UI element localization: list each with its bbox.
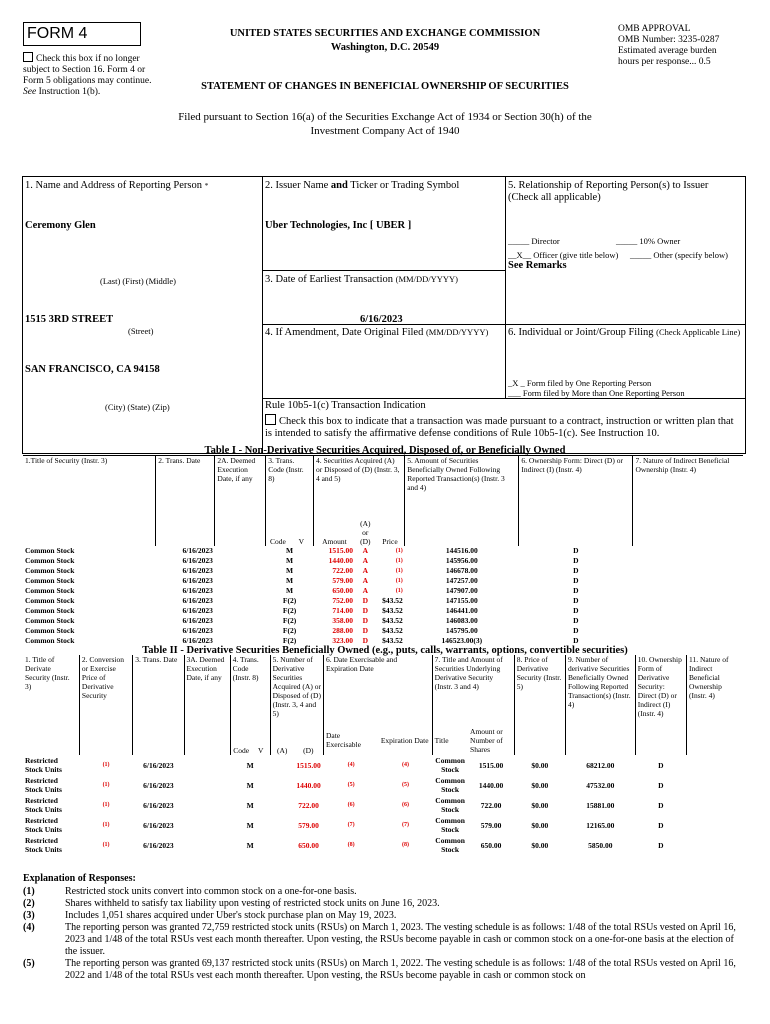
deemed-date [215,546,266,556]
trans-code: F(2) [282,595,297,605]
statement-title: STATEMENT OF CHANGES IN BENEFICIAL OWNERSHIP OF SECURITIES [201,81,569,92]
security-title: Common Stock [25,575,75,585]
ownership-form: D [573,565,579,575]
t2-sub-code: Code [230,725,252,755]
t1-h5: 5. Amount of Securities Beneficially Owned Following Reported Transaction(s) (Instr. 3 and 4) [405,456,519,516]
date-exercisable: (4) [347,761,355,768]
conversion-price: (1) [102,821,110,828]
deemed-date [215,626,266,636]
deemed-date [184,775,230,795]
trans-date: 6/16/2023 [182,625,213,635]
price: $43.52 [382,635,403,645]
omb-box [618,24,758,68]
checkbox-text: Check this box if no longer subject to Section 16. Form 4 or Form 5 obligations may continue. [23,54,152,86]
ownership-form: D [573,615,579,625]
explanation-text: Shares withheld to satisfy tax liability upon vesting of restricted stock units on June 16, 2023. [65,898,440,909]
explanation-text: The reporting person was granted 72,759 restricted stock units (RSUs) on March 1, 2023. The vesting schedule is as follows: 1/48 of the total RSUs vested on April 16, 2023 and 1/48 of the total RSUs vest each month thereafter. Upon vesting, the RSUs become payable in cash or common stock on a one-for-one basis at the election of the issuer. [65,922,736,957]
reporter-name: Ceremony Glen [25,220,96,231]
trans-code: F(2) [282,615,297,625]
t1-h3: 3. Trans. Code (Instr. 8) [266,456,314,516]
acq-disp: D [362,605,369,615]
trans-date: 6/16/2023 [182,635,213,645]
trans-code: M [246,760,254,770]
table2-title: Table II - Derivative Securities Beneficially Owned (e.g., puts, calls, warrants, options, convertible securities) [142,645,628,656]
trans-code: M [246,840,254,850]
derivative-title: Restricted Stock Units [25,776,62,794]
t2-h8: 8. Price of Derivative Security (Instr. 5) [514,655,565,725]
security-title: Common Stock [25,635,75,645]
deemed-date [215,586,266,596]
table1-row [23,566,743,576]
box1-label: 1. Name and Address of Reporting Person * [25,180,209,191]
nature [686,775,743,795]
omb-approval: OMB APPROVAL [618,24,691,34]
t2-h11: 11. Nature of Indirect Beneficial Ownership (Instr. 4) [686,655,743,725]
t2-sub-exp: Expiration Date [380,735,429,745]
table1-row [23,616,743,626]
amount: 650.00 [332,585,353,595]
expiration-date: (5) [401,781,409,788]
trans-date: 6/16/2023 [143,780,174,790]
expiration-date: (4) [401,761,409,768]
deemed-date [215,596,266,606]
filed-pursuant-line2: Investment Company Act of 1940 [310,125,460,137]
rule-checkbox-block[interactable] [265,414,741,440]
acq-disp: A [362,545,369,555]
amount: 752.00 [332,595,353,605]
date-exercisable: (5) [347,781,355,788]
underlying-title: Common Stock [435,776,465,794]
trans-date: 6/16/2023 [143,820,174,830]
nature [633,546,743,556]
acq-disp: D [362,625,369,635]
disposed: 650.00 [298,840,319,850]
underlying-title: Common Stock [435,816,465,834]
explanation-item [23,898,743,910]
derivative-price: $0.00 [531,840,549,850]
derivative-price: $0.00 [531,760,549,770]
filed-pursuant-line1: Filed pursuant to Section 16(a) of the Securities Exchange Act of 1934 or Section 30(h) of the [178,111,592,123]
ownership-form: D [573,555,579,565]
derivative-title: Restricted Stock Units [25,816,62,834]
checkbox-icon[interactable] [23,52,33,62]
deemed-date [215,556,266,566]
security-title: Common Stock [25,625,75,635]
t2-h9: 9. Number of derivative Securities Beneficially Owned Following Reported Transaction(s) (Instr. 4) [565,655,635,725]
table1-row [23,626,743,636]
price: (1) [395,547,403,554]
acquired [270,835,294,855]
deemed-date [215,616,266,626]
omb-number: OMB Number: 3235-0287 [618,35,720,45]
owned-following: 47532.00 [586,780,615,790]
rule-text: Check this box to indicate that a transaction was made pursuant to a contract, instruction or written plan that is intended to satisfy the affirmative defense conditions of Rule 10b5-1(c). See Instruction 10. [265,416,734,439]
table2 [23,655,743,855]
nature [633,626,743,636]
ownership-form: D [573,585,579,595]
ten-pct-option: _____ 10% Owner [616,236,681,246]
form-title: FORM 4 [23,22,141,46]
explanation-text: Restricted stock units convert into common stock on a one-for-one basis. [65,886,357,897]
owned-following: 15881.00 [586,800,615,810]
conversion-price: (1) [102,761,110,768]
acq-disp: A [362,575,369,585]
t1-sub-v: V [298,536,304,546]
amount: 579.00 [332,575,353,585]
ownership-form: D [658,760,664,770]
trans-code: M [286,555,294,565]
agency-city: Washington, D.C. 20549 [330,42,440,53]
ownership-form: D [573,595,579,605]
underlying-shares: 1515.00 [478,760,504,770]
box6-label: 6. Individual or Joint/Group Filing (Check Applicable Line) [508,327,741,338]
owned-following: 147155.00 [445,595,478,605]
nature [686,835,743,855]
t1-h4: 4. Securities Acquired (A) or Disposed of (D) (Instr. 3, 4 and 5) [313,456,404,516]
t1-h6: 6. Ownership Form: Direct (D) or Indirect (I) (Instr. 4) [519,456,633,516]
acq-disp: A [362,565,369,575]
owned-following: 144516.00 [445,545,478,555]
table1-title: Table I - Non-Derivative Securities Acquired, Disposed of, or Beneficially Owned [204,445,566,456]
trans-date: 6/16/2023 [143,760,174,770]
trans-date: 6/16/2023 [182,595,213,605]
trans-date: 6/16/2023 [182,575,213,585]
amount: 722.00 [332,565,353,575]
price: $43.52 [382,615,403,625]
price: $43.52 [382,605,403,615]
city-label: (City) (State) (Zip) [105,402,170,412]
t2-h10: 10. Ownership Form of Derivative Security: Direct (D) or Indirect (I) (Instr. 4) [635,655,686,725]
disposed: 1440.00 [296,780,321,790]
rule-checkbox-icon[interactable] [265,414,276,425]
t1-sub-code: Code [266,516,290,546]
ownership-form: D [658,820,664,830]
acq-disp: A [362,585,369,595]
owned-following: 68212.00 [586,760,615,770]
t2-h6: 6. Date Exercisable and Expiration Date [323,655,432,725]
security-title: Common Stock [25,605,75,615]
trans-code: M [246,780,254,790]
trans-date: 6/16/2023 [182,605,213,615]
more-person-option: ___ Form filed by More than One Reporting Person [508,388,685,398]
disposed: 722.00 [298,800,319,810]
box5-label: 5. Relationship of Reporting Person(s) to Issuer (Check all applicable) [508,180,709,203]
trans-code: F(2) [282,605,297,615]
nature [633,586,743,596]
table2-row [23,835,743,855]
owned-following: 147907.00 [445,585,478,595]
see-remarks: See Remarks [508,260,567,271]
nature [633,556,743,566]
security-title: Common Stock [25,615,75,625]
earliest-date: 6/16/2023 [360,314,403,325]
owned-following: 146441.00 [445,605,478,615]
acq-disp: D [362,595,369,605]
nature [633,596,743,606]
t2-h1: 1. Title of Derivate Security (Instr. 3) [25,655,70,691]
ownership-form: D [573,605,579,615]
ownership-form: D [658,800,664,810]
officer-option: __X__ Officer (give title below) [508,250,619,260]
deemed-date [215,636,266,646]
deemed-date [184,835,230,855]
underlying-shares: 650.00 [480,840,502,850]
deemed-date [215,566,266,576]
trans-date: 6/16/2023 [143,840,174,850]
director-option: _____ Director [508,236,560,246]
t2-h7: 7. Title and Amount of Securities Underlying Derivative Security (Instr. 3 and 4) [432,655,514,725]
nature [686,815,743,835]
explanation-item [23,922,743,958]
explanation-text: The reporting person was granted 69,137 restricted stock units (RSUs) on March 1, 2022. The vesting schedule is as follows: 1/48 of the total RSUs vested on April 16, 2022 and 1/48 of the total RSUs vest each month thereafter. Upon vesting, the RSUs become payable in cash or common stock on [65,958,736,981]
deemed-date [215,576,266,586]
security-title: Common Stock [25,545,75,555]
trans-code: F(2) [282,625,297,635]
table1-row [23,606,743,616]
derivative-title: Restricted Stock Units [25,796,62,814]
ownership-form: D [573,625,579,635]
acquired [270,795,294,815]
acquired [270,755,294,775]
omb-burden: Estimated average burden [618,46,717,56]
owned-following: 146678.00 [445,565,478,575]
amount: 714.00 [332,605,353,615]
price: (1) [395,567,403,574]
acquired [270,775,294,795]
underlying-title: Common Stock [435,796,465,814]
expiration-date: (8) [401,841,409,848]
rule-label: Rule 10b5-1(c) Transaction Indication [265,400,426,411]
derivative-title: Restricted Stock Units [25,756,62,774]
t2-sub-v: V [257,746,264,755]
t2-h3a: 3A. Deemed Execution Date, if any [184,655,230,725]
acquired [270,815,294,835]
trans-code: M [246,820,254,830]
trans-code: M [246,800,254,810]
derivative-title: Restricted Stock Units [25,836,62,854]
nature [633,616,743,626]
conversion-price: (1) [102,781,110,788]
underlying-title: Common Stock [435,836,465,854]
owned-following: 147257.00 [445,575,478,585]
price: $43.52 [382,595,403,605]
box3-label: 3. Date of Earliest Transaction (MM/DD/YYYY) [265,274,458,285]
street-label: (Street) [128,326,154,336]
owned-following: 146523.00(3) [441,635,483,645]
checkbox-instr: Instruction 1(b). [38,87,101,97]
explanation-item [23,910,743,922]
ownership-form: D [658,780,664,790]
explanation-text: Includes 1,051 shares acquired under Uber's stock purchase plan on May 19, 2023. [65,910,397,921]
box2-label: 2. Issuer Name and Ticker or Trading Symbol [265,180,460,191]
table1-row [23,576,743,586]
deemed-date [184,815,230,835]
date-exercisable: (7) [347,821,355,828]
security-title: Common Stock [25,585,75,595]
t1-h2a: 2A. Deemed Execution Date, if any [215,456,266,516]
table1-row [23,556,743,566]
nature [633,606,743,616]
t1-sub-amount: Amount [313,516,354,546]
t2-sub-shares: Amount or Number of Shares [470,726,503,754]
explanation-item [23,958,743,982]
disposed: 579.00 [298,820,319,830]
agency-title: UNITED STATES SECURITIES AND EXCHANGE COMMISSION [229,28,541,39]
owned-following: 145956.00 [445,555,478,565]
ownership-form: D [573,575,579,585]
explanation-number: (3) [23,910,35,921]
amount: 288.00 [332,625,353,635]
box4-label: 4. If Amendment, Date Original Filed (MM/DD/YYYY) [265,327,489,338]
t1-h2: 2. Trans. Date [156,456,215,516]
disposed: 1515.00 [296,760,321,770]
owned-following: 146083.00 [445,615,478,625]
expiration-date: (7) [401,821,409,828]
nature [633,566,743,576]
trans-date: 6/16/2023 [182,615,213,625]
t1-sub-aod: (A) or (D) [360,518,371,546]
trans-date: 6/16/2023 [143,800,174,810]
table1-row [23,586,743,596]
date-exercisable: (8) [347,841,355,848]
nature [633,636,743,646]
amount: 1515.00 [328,545,353,555]
underlying-shares: 1440.00 [478,780,504,790]
t1-h7: 7. Nature of Indirect Beneficial Ownership (Instr. 4) [633,456,743,516]
nature [686,755,743,775]
price: (1) [395,557,403,564]
t2-sub-title: Title [432,725,468,755]
table2-row [23,795,743,815]
trans-code: F(2) [282,635,297,645]
explanation-list [23,886,743,982]
issuer-name: Uber Technologies, Inc [ UBER ] [265,220,412,231]
security-title: Common Stock [25,565,75,575]
price: (1) [395,587,403,594]
t2-h5: 5. Number of Derivative Securities Acquired (A) or Disposed of (D) (Instr. 3, 4 and 5) [270,655,323,725]
table2-row [23,815,743,835]
reporter-street: 1515 3RD STREET [25,314,114,325]
t1-h1: 1.Title of Security (Instr. 3) [25,456,108,465]
price: $43.52 [382,625,403,635]
t2-h4: 4. Trans. Code (Instr. 8) [230,655,270,725]
t2-sub-exer: Date Exercisable [323,725,378,755]
deemed-date [184,795,230,815]
derivative-price: $0.00 [531,820,549,830]
date-exercisable: (6) [347,801,355,808]
t2-sub-a: (A) [270,725,294,755]
amount: 358.00 [332,615,353,625]
acq-disp: D [362,615,369,625]
table1-row [23,596,743,606]
derivative-price: $0.00 [531,780,549,790]
trans-code: M [286,585,294,595]
ownership-form: D [573,545,579,555]
conversion-price: (1) [102,801,110,808]
explanation-number: (4) [23,922,35,933]
reporter-city: SAN FRANCISCO, CA 94158 [25,364,160,375]
trans-date: 6/16/2023 [182,555,213,565]
underlying-shares: 722.00 [480,800,502,810]
trans-date: 6/16/2023 [182,545,213,555]
trans-date: 6/16/2023 [182,565,213,575]
trans-code: M [286,575,294,585]
acq-disp: A [362,555,369,565]
name-parts-label: (Last) (First) (Middle) [100,276,177,286]
underlying-title: Common Stock [435,756,465,774]
explanation-item [23,886,743,898]
table2-row [23,775,743,795]
t1-sub-price: Price [382,536,398,546]
derivative-price: $0.00 [531,800,549,810]
amount: 1440.00 [328,555,353,565]
owned-following: 12165.00 [586,820,615,830]
omb-hours: hours per response... 0.5 [618,57,711,67]
ownership-form: D [573,635,579,645]
other-option: _____ Other (specify below) [630,250,728,260]
filed-pursuant [0,110,770,138]
deemed-date [184,755,230,775]
nature [686,795,743,815]
explanation-number: (1) [23,886,35,897]
amount: 323.00 [332,635,353,645]
security-title: Common Stock [25,595,75,605]
owned-following: 5850.00 [588,840,613,850]
price: (1) [395,577,403,584]
ownership-form: D [658,840,664,850]
checkbox-see: See [23,87,37,97]
deemed-date [215,606,266,616]
security-title: Common Stock [25,555,75,565]
nature [633,576,743,586]
no-longer-subject-checkbox-block[interactable] [23,52,153,98]
one-person-option: _X _ Form filed by One Reporting Person [508,378,652,388]
explanation-number: (2) [23,898,35,909]
explanation-number: (5) [23,958,35,969]
trans-code: M [286,545,294,555]
underlying-shares: 579.00 [480,820,502,830]
expiration-date: (6) [401,801,409,808]
table1-row [23,546,743,556]
conversion-price: (1) [102,841,110,848]
trans-code: M [286,565,294,575]
acq-disp: D [362,635,369,645]
t2-sub-d: (D) [303,746,314,755]
t2-h3: 3. Trans. Date [133,655,184,725]
table1 [23,455,743,646]
explanation-title: Explanation of Responses: [23,873,136,884]
table2-row [23,755,743,775]
table1-row [23,636,743,646]
owned-following: 145795.00 [445,625,478,635]
trans-date: 6/16/2023 [182,585,213,595]
t2-h2: 2. Conversion or Exercise Price of Derivative Security [79,655,132,725]
